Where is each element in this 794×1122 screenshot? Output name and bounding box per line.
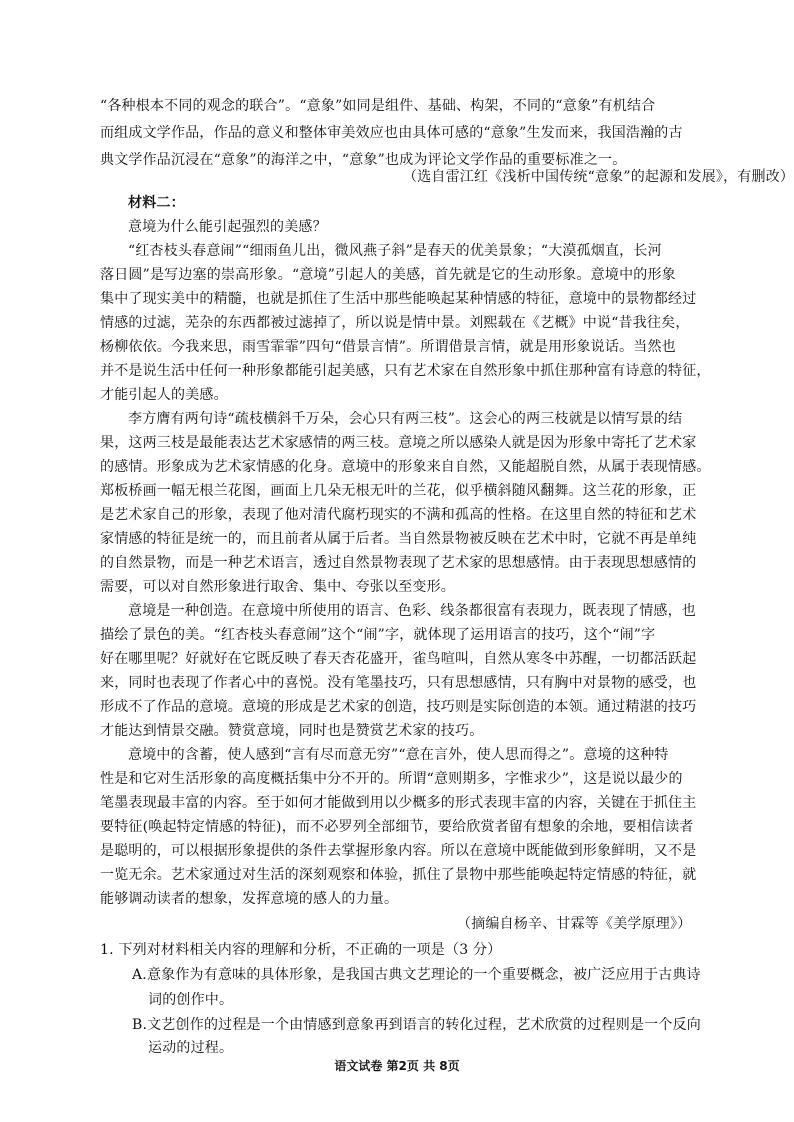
paragraph-line: 是艺术家自己的形象，表现了他对清代腐朽现实的不满和孤高的性格。在这里自然的特征和艺术 bbox=[100, 507, 697, 523]
material2-question: 意境为什么能引起强烈的美感？ bbox=[128, 219, 327, 235]
option-a: A.意象作为有意味的具体形象，是我国古典文艺理论的一个重要概念，被广泛应用于古典诗 bbox=[132, 967, 701, 983]
paragraph-line: 意境中的含蓄，使人感到“言有尽而意无穷”“意在言外，使人思而得之”。意境的这种特 bbox=[128, 747, 669, 763]
paragraph-line: 的感情。形象成为艺术家情感的化身。意境中的形象来自自然，又能超脱自然，从属于表现情感。 bbox=[100, 459, 711, 475]
paragraph-line: 来，同时也表现了作者心中的喜悦。没有笔墨技巧，只有思想感情，只有胸中对景物的感受，也 bbox=[100, 675, 697, 691]
page-footer: 语文试卷 第2页 共 8页 bbox=[334, 1059, 460, 1073]
paragraph-line: 意境是一种创造。在意境中所使用的语言、色彩、线条都很富有表现力，既表现了情感，也 bbox=[128, 603, 696, 619]
material2-title: 材料二： bbox=[128, 195, 185, 211]
paragraph-line: 形成不了作品的意境。意境的形成是艺术家的创造，技巧则是实际创造的本领。通过精湛的技巧 bbox=[100, 699, 697, 715]
paragraph-line: 要特征(唤起特定情感的特征)，而不必罗列全部细节，要给欣赏者留有想象的余地，要相信读者 bbox=[100, 819, 694, 835]
material2-source: （摘编自杨辛、甘霖等《美学原理》） bbox=[457, 916, 692, 932]
paragraph-line: 情感的过滤，芜杂的东西都被过滤掉了，所以说是情中景。刘熙载在《艺概》中说“昔我往矣， bbox=[100, 315, 690, 331]
paragraph-line: 的自然景物，而是一种艺术语言，透过自然景物表现了艺术家的思想感情。由于表现思想感情的 bbox=[100, 555, 697, 571]
option-a-continued: 词的创作中。 bbox=[148, 992, 234, 1008]
paragraph-line: “各种根本不同的观念的联合”。“意象”如同是组件、基础、构架，不同的“意象”有机结合 bbox=[100, 98, 656, 114]
paragraph-line: 好在哪里呢？好就好在它既反映了春天杏花盛开，雀鸟喧叫，自然从寒冬中苏醒，一切都活跃起 bbox=[100, 651, 697, 667]
paragraph-line: 并不是说生活中任何一种形象都能引起美感，只有艺术家在自然形象中抓住那种富有诗意的特征， bbox=[100, 363, 711, 379]
paragraph-line: 是聪明的，可以根据形象提供的条件去掌握形象内容。所以在意境中既能做到形象鲜明，又不是 bbox=[100, 843, 697, 859]
paragraph-line: 典文学作品沉浸在“意象”的海洋之中，“意象”也成为评论文学作品的重要标准之一。 bbox=[100, 152, 627, 168]
paragraph-line: 性是和它对生活形象的高度概括集中分不开的。所谓“意则期多，字惟求少”，这是说以最少的 bbox=[100, 771, 683, 787]
paragraph-line: 落日圆”是写边塞的崇高形象。“意境”引起人的美感，首先就是它的生动形象。意境中的形象 bbox=[100, 267, 676, 283]
question-1-stem: 1. 下列对材料相关内容的理解和分析，不正确的一项是（3 分） bbox=[100, 942, 502, 958]
paragraph-line: 需要，可以对自然形象进行取舍、集中、夸张以至变形。 bbox=[100, 579, 455, 595]
paragraph-line: 笔墨表现最丰富的内容。至于如何才能做到用以少概多的形式表现丰富的内容，关键在于抓住主 bbox=[100, 795, 697, 811]
paragraph-line: 集中了现实美中的精髓，也就是抓住了生活中那些能唤起某种情感的特征，意境中的景物都经过 bbox=[100, 291, 697, 307]
paragraph-line: 郑板桥画一幅无根兰花图，画面上几朵无根无叶的兰花，似乎横斜随风翻舞。这兰花的形象，正 bbox=[100, 483, 697, 499]
paragraph-line: 家情感的特征是统一的，而且前者从属于后者。当自然景物被反映在艺术中时，它就不再是单纯 bbox=[100, 531, 697, 547]
option-b-continued: 运动的过程。 bbox=[148, 1040, 234, 1056]
option-b: B.文艺创作的过程是一个由情感到意象再到语言的转化过程，艺术欣赏的过程则是一个反向 bbox=[132, 1017, 701, 1033]
paragraph-line: 才能达到情景交融。赞赏意境，同时也是赞赏艺术家的技巧。 bbox=[100, 723, 484, 739]
paragraph-line: 描绘了景色的美。“红杏枝头春意闹”这个“闹”字，就体现了运用语言的技巧，这个“闹”字 bbox=[100, 627, 656, 643]
paragraph-line: 而组成文学作品，作品的意义和整体审美效应也由具体可感的“意象”生发而来，我国浩瀚的古 bbox=[100, 125, 683, 141]
paragraph-line: 果，这两三枝是最能表达艺术家感情的两三枝。意境之所以感染人就是因为形象中寄托了艺术家 bbox=[100, 435, 697, 451]
paragraph-line: 才能引起人的美感。 bbox=[100, 387, 228, 403]
paragraph-line: 李方膺有两句诗“疏枝横斜千万朵，会心只有两三枝”。这会心的两三枝就是以情写景的结 bbox=[128, 411, 683, 427]
paragraph-line: 杨柳依依。今我来思，雨雪霏霏”四句“借景言情”。所谓借景言情，就是用形象说话。当然也 bbox=[100, 339, 676, 355]
material1-source: （选自雷江红《浅析中国传统“意象”的起源和发展》，有删改） bbox=[403, 169, 794, 185]
paragraph-line: “红杏枝头春意闹”“细雨鱼儿出，微风燕子斜”是春天的优美景象；“大漠孤烟直，长河 bbox=[128, 243, 662, 259]
paragraph-line: 一览无余。艺术家通过对生活的深刻观察和体验，抓住了景物中那些能唤起特定情感的特征，就 bbox=[100, 867, 697, 883]
paragraph-line: 能够调动读者的想象，发挥意境的感人的力量。 bbox=[100, 891, 399, 907]
